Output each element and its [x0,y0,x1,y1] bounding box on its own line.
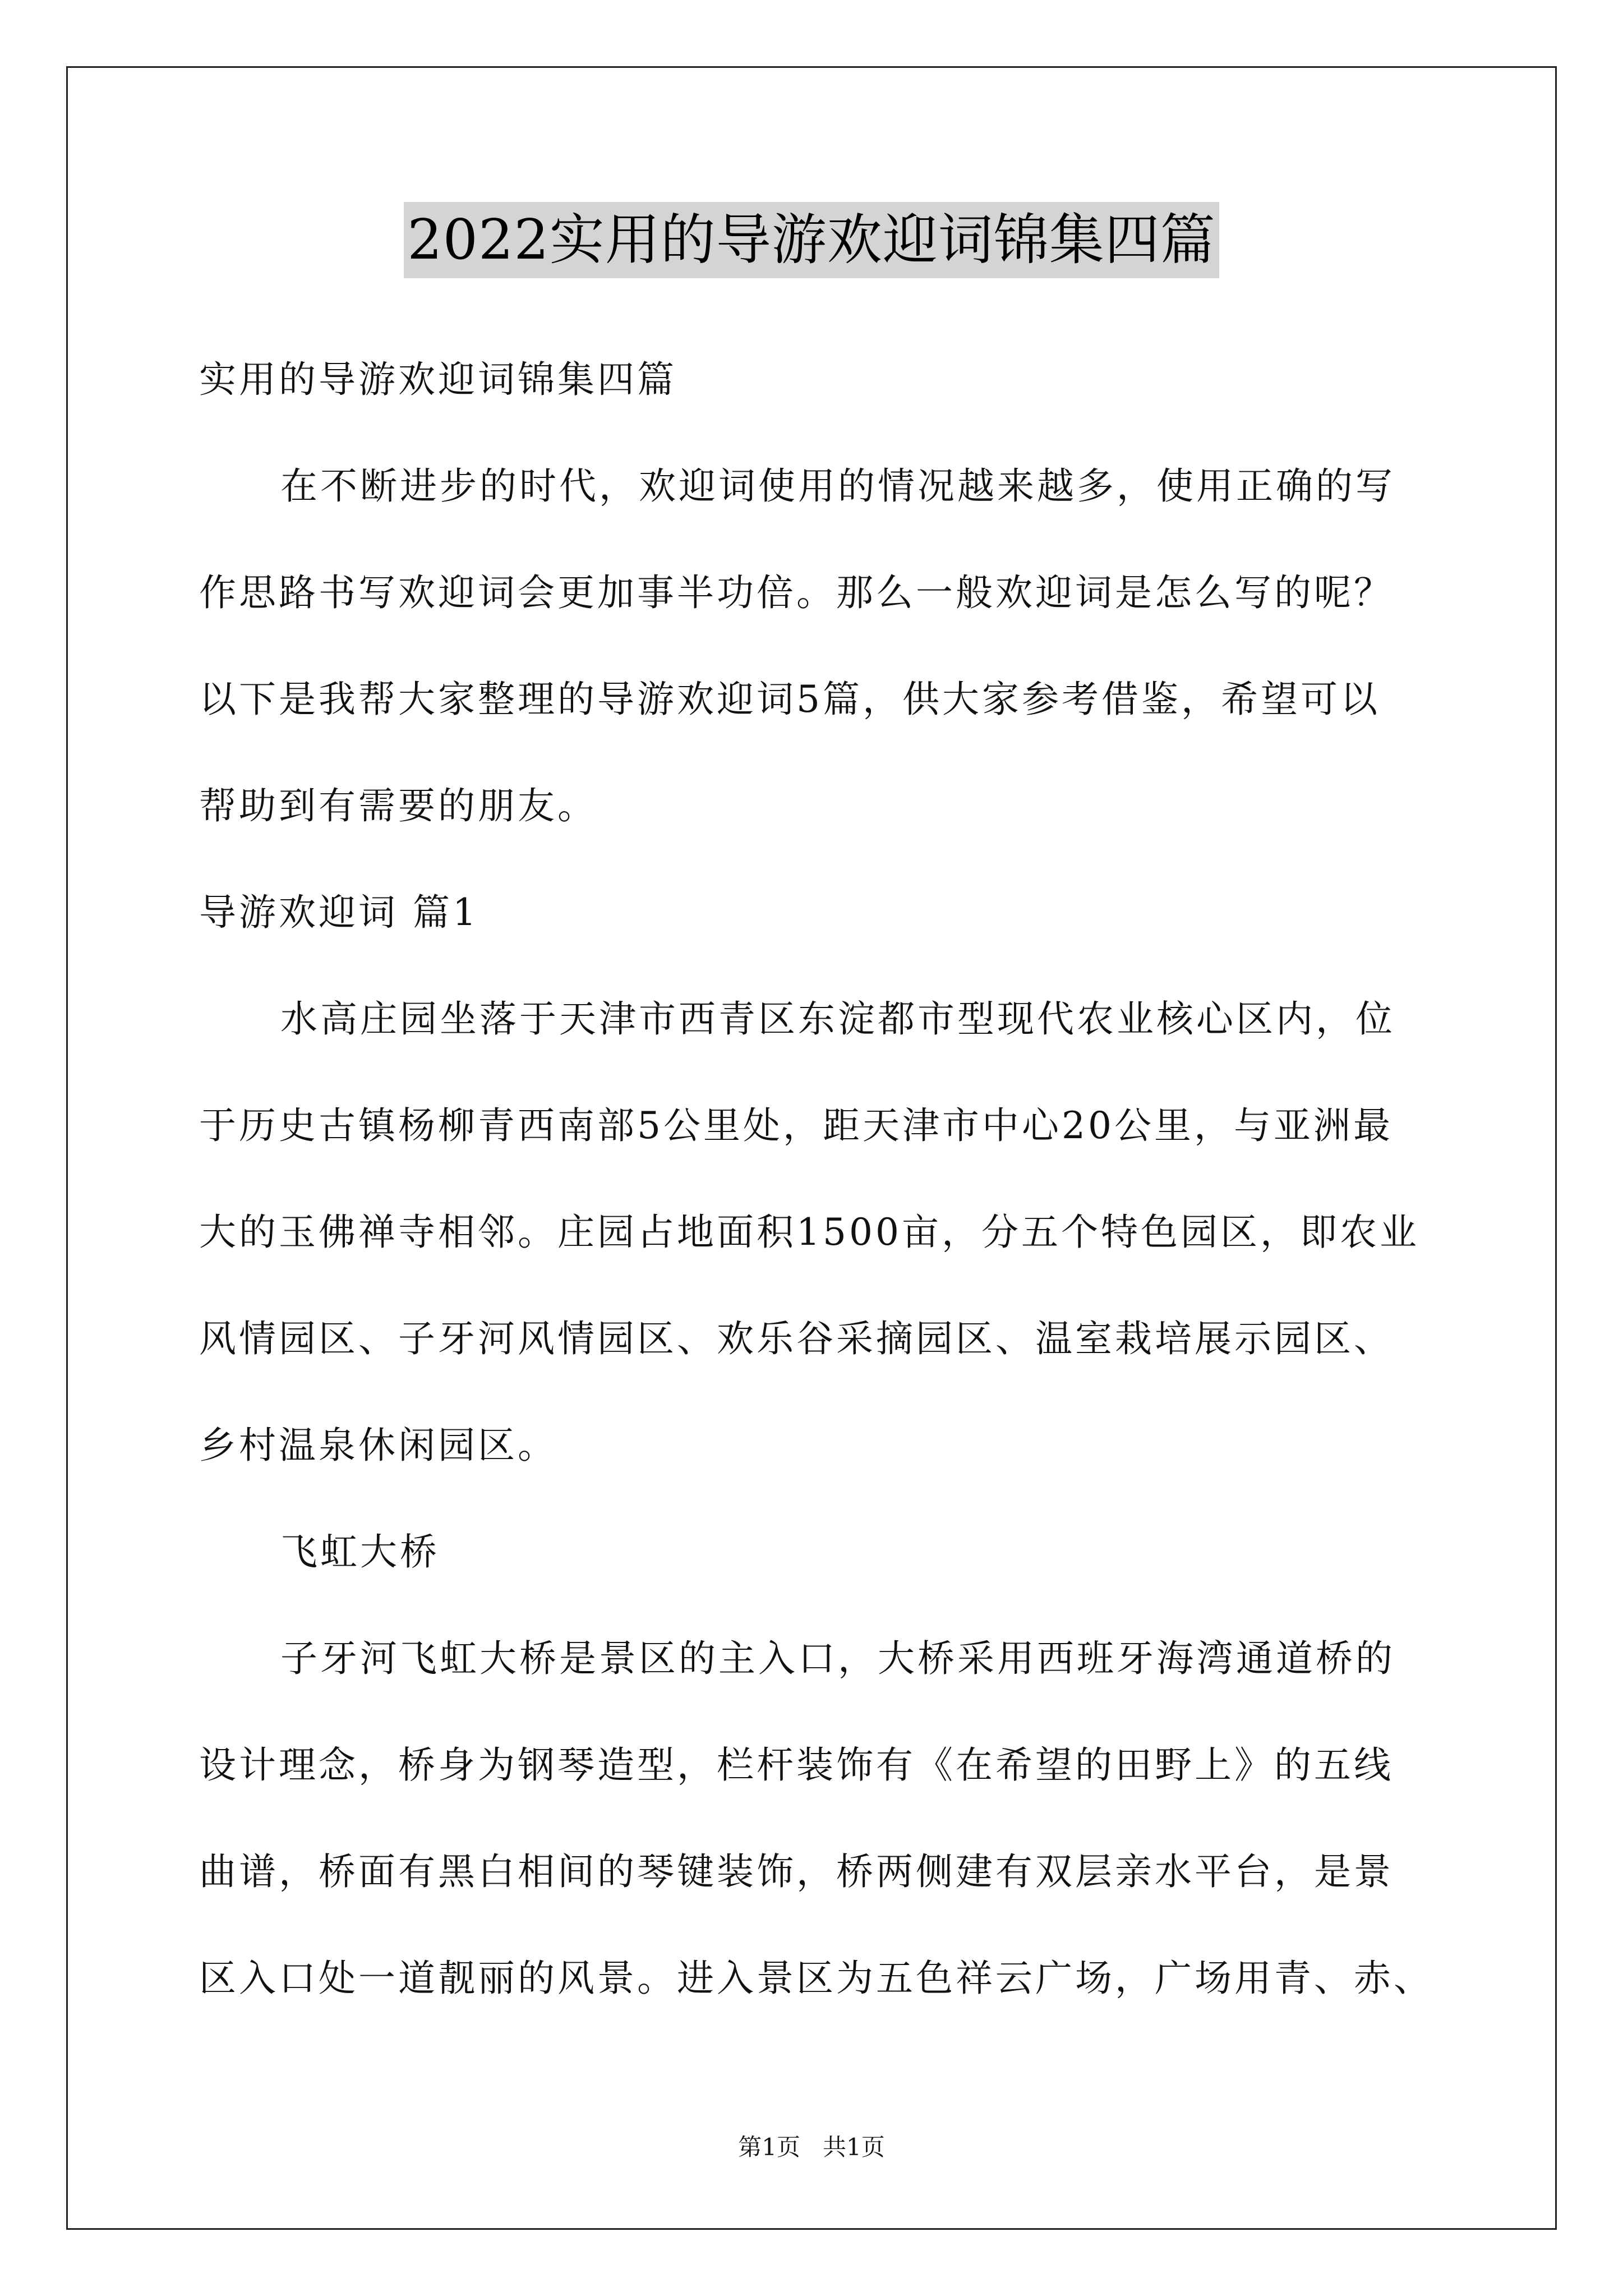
paragraph-line: 于历史古镇杨柳青西南部5公里处，距天津市中心20公里，与亚洲最 [199,1104,1393,1147]
paragraph-line: 大的玉佛禅寺相邻。庄园占地面积1500亩，分五个特色园区，即农业 [199,1211,1419,1254]
subtitle-line: 实用的导游欢迎词锦集四篇 [199,358,677,401]
paragraph-line: 设计理念，桥身为钢琴造型，栏杆装饰有《在希望的田野上》的五线 [199,1743,1394,1787]
paragraph-line: 水高庄园坐落于天津市西青区东淀都市型现代农业核心区内，位 [280,997,1395,1041]
paragraph-line: 以下是我帮大家整理的导游欢迎词5篇，供大家参考借鉴，希望可以 [199,678,1380,721]
sub-heading: 飞虹大桥 [280,1530,440,1573]
section-heading: 导游欢迎词 篇1 [199,891,479,934]
paragraph-line: 曲谱，桥面有黑白相间的琴键装饰，桥两侧建有双层亲水平台，是景 [199,1850,1394,1893]
title-container [0,202,1623,278]
paragraph-line: 乡村温泉休闲园区。 [199,1424,557,1467]
paragraph-line: 帮助到有需要的朋友。 [199,784,597,827]
paragraph-line: 区入口处一道靓丽的风景。进入景区为五色祥云广场，广场用青、赤、 [199,1957,1433,2000]
paragraph-line: 在不断进步的时代，欢迎词使用的情况越来越多，使用正确的写 [280,464,1395,508]
paragraph-line: 子牙河飞虹大桥是景区的主入口，大桥采用西班牙海湾通道桥的 [280,1637,1395,1680]
paragraph-line: 作思路书写欢迎词会更加事半功倍。那么一般欢迎词是怎么写的呢？ [199,571,1394,614]
page-footer: 第1页 共1页 [738,2133,885,2161]
paragraph-line: 风情园区、子牙河风情园区、欢乐谷采摘园区、温室栽培展示园区、 [199,1317,1394,1360]
document-title: 2022实用的导游欢迎词锦集四篇 [404,202,1219,278]
